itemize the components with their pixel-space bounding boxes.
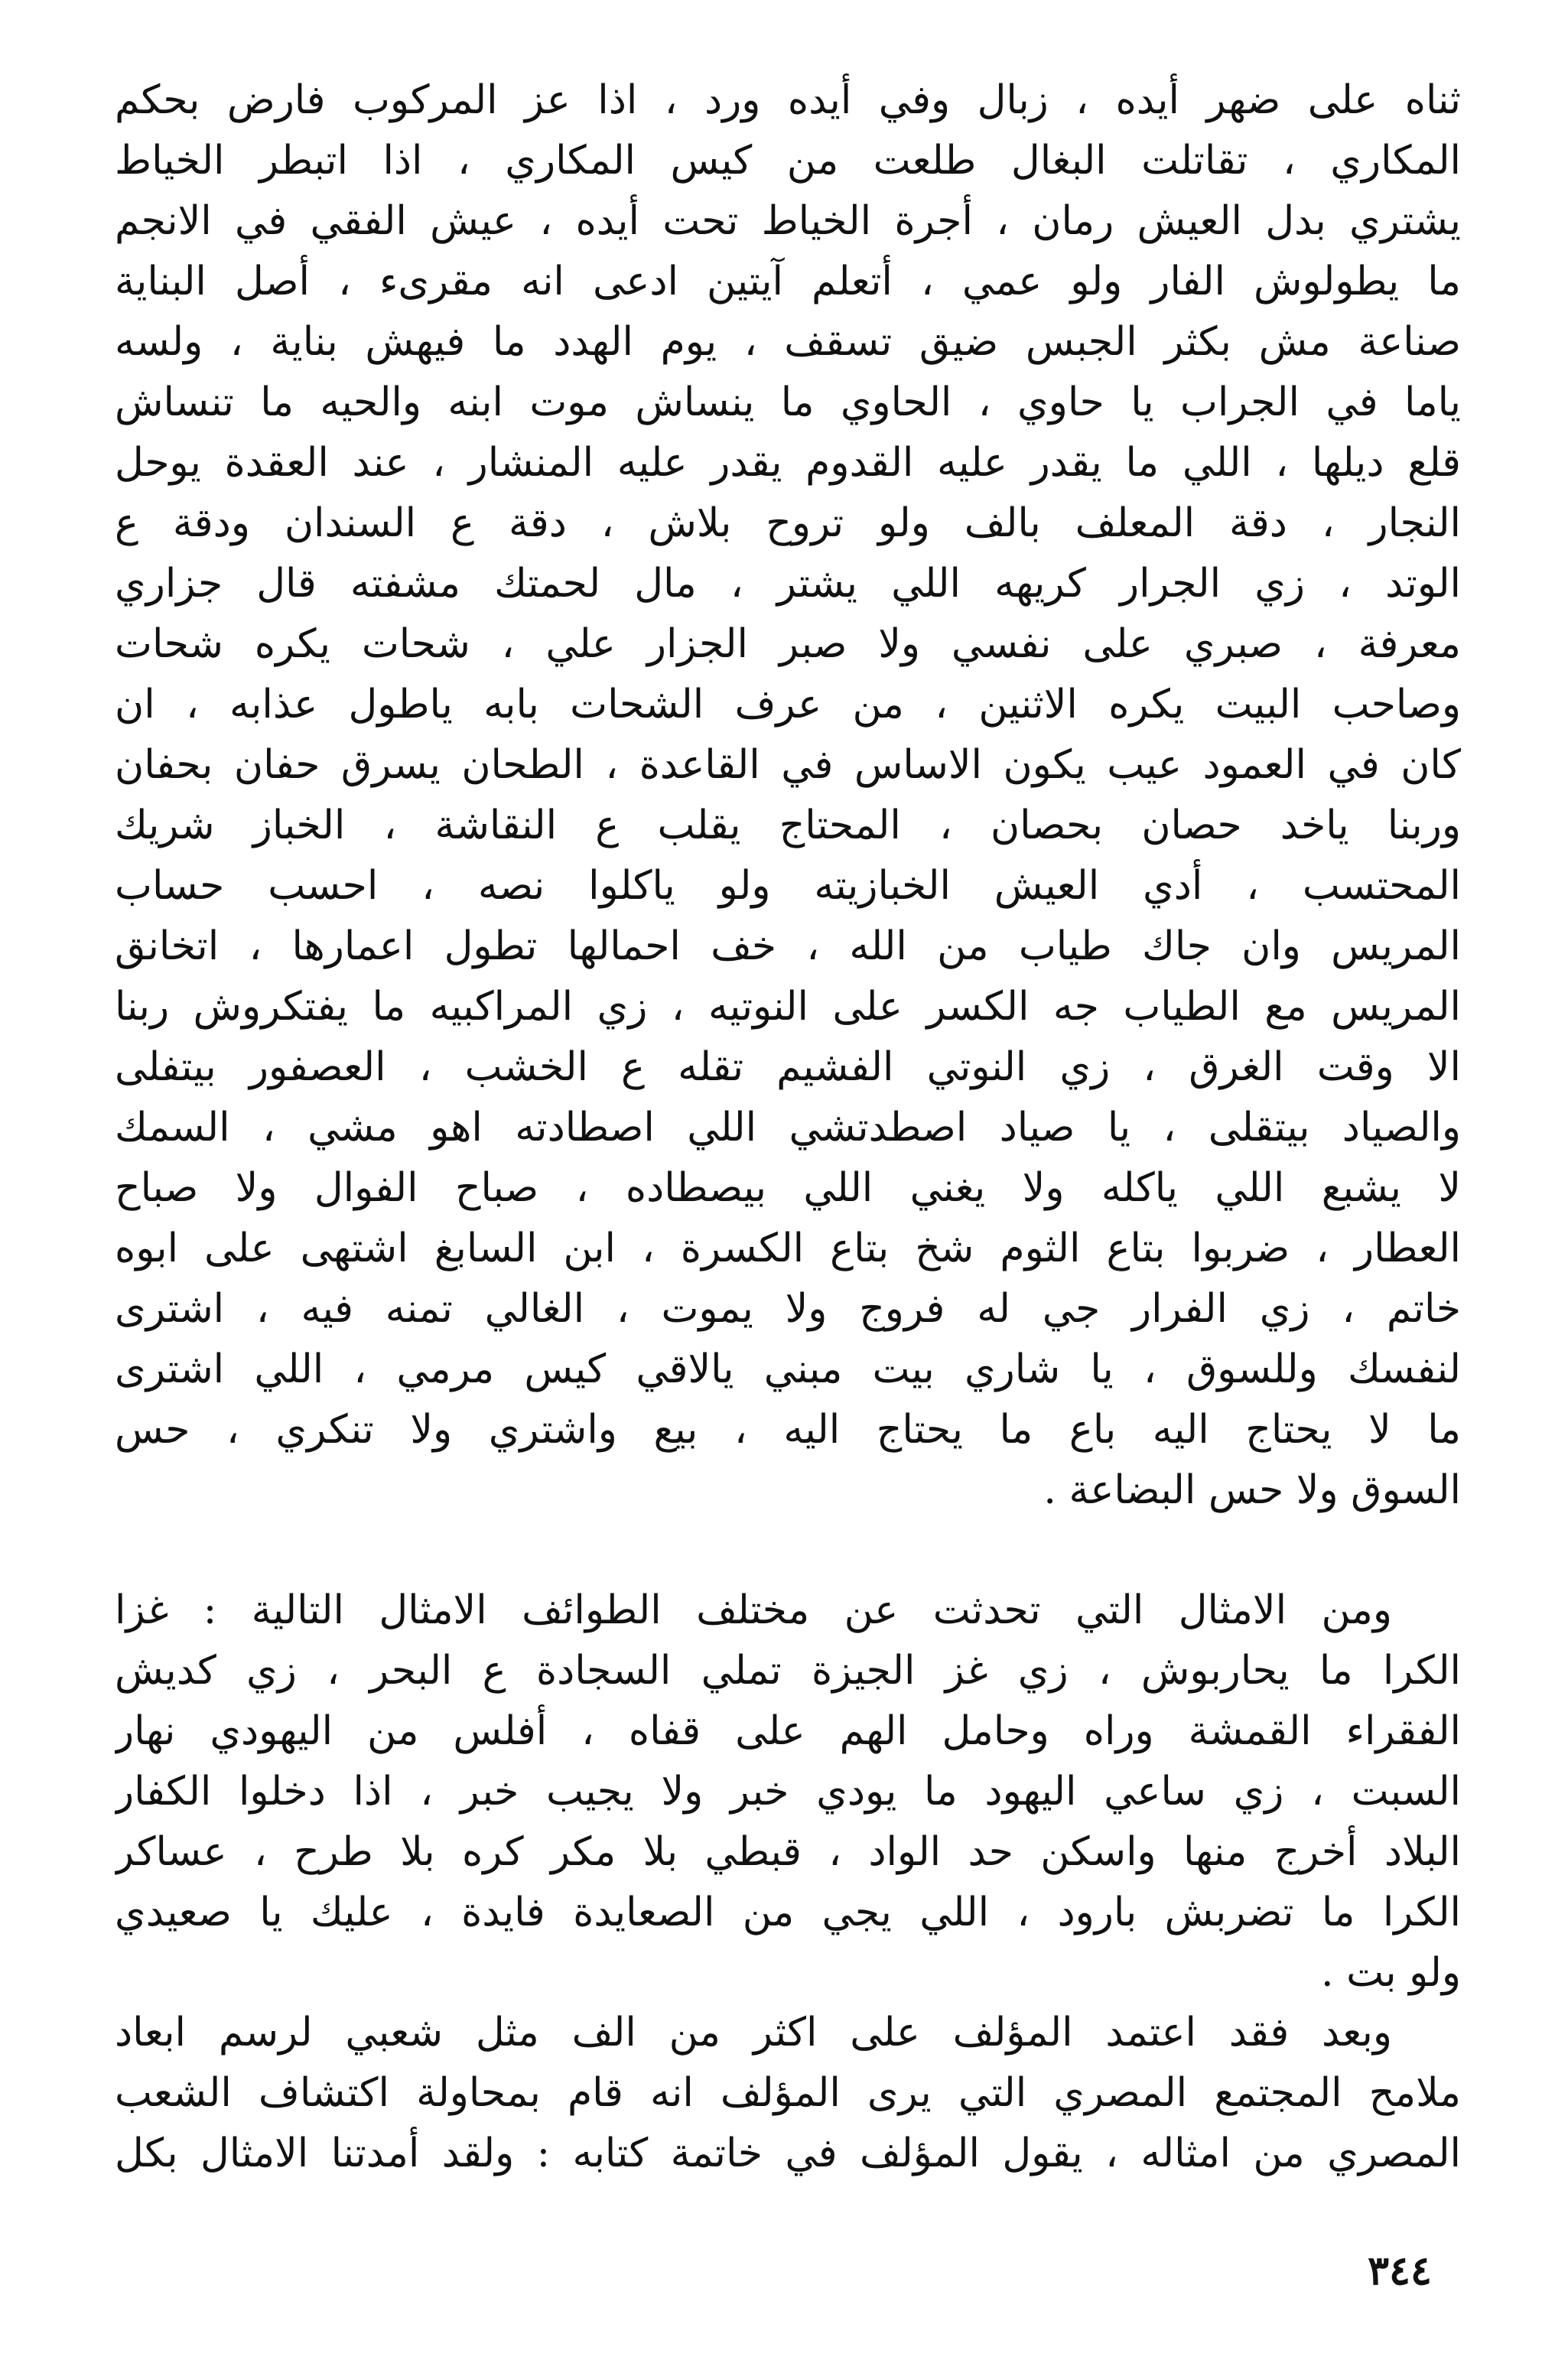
text-line: الا وقت الغرق ، زي النوتي الفشيم تقله ع الخشب ، العصفور بيتفلى [115, 1044, 1461, 1090]
text-line: لا يشبع اللي ياكله ولا يغني اللي بيصطاده ، صباح الفوال ولا صباح [115, 1165, 1461, 1211]
text-line: والصياد بيتقلى ، يا صياد اصطدتشي اللي اصطادته اهو مشي ، السمك [115, 1105, 1461, 1151]
text-line: ولو بت . [1321, 1950, 1461, 1996]
text-line: المريس وان جاك طياب من الله ، خف احمالها تطول اعمارها ، اتخانق [115, 923, 1461, 969]
text-line: الوتد ، زي الجرار كريهه اللي يشتر ، مال لحمتك مشفته قال جزاري [115, 561, 1461, 607]
text-line: وبعد فقد اعتمد المؤلف على اكثر من الف مثل شعبي لرسم ابعاد [115, 2010, 1392, 2056]
text-line: ما لا يحتاج اليه باع ما يحتاج اليه ، بيع واشتري ولا تنكري ، حس [115, 1407, 1461, 1453]
text-line: خاتم ، زي الفرار جي له فروج ولا يموت ، الغالي تمنه فيه ، اشترى [115, 1286, 1461, 1332]
text-line: وربنا ياخد حصان بحصان ، المحتاج يقلب ع النقاشة ، الخباز شريك [115, 802, 1461, 848]
text-line: يشتري بدل العيش رمان ، أجرة الخياط تحت أيده ، عيش الفقي في الانجم [115, 198, 1461, 244]
text-line: السبت ، زي ساعي اليهود ما يودي خبر ولا يجيب خبر ، اذا دخلوا الكفار [115, 1769, 1461, 1815]
text-line: المحتسب ، أدي العيش الخبازيته ولو ياكلوا نصه ، احسب حساب [115, 863, 1461, 909]
text-line: المريس مع الطياب جه الكسر على النوتيه ، زي المراكبيه ما يفتكروش ربنا [115, 984, 1461, 1030]
text-line: المكاري ، تقاتلت البغال طلعت من كيس المكاري ، اذا اتبطر الخياط [115, 138, 1461, 184]
paragraph-1 [115, 70, 1461, 1521]
text-line: ملامح المجتمع المصري التي يرى المؤلف انه قام بمحاولة اكتشاف الشعب [115, 2070, 1461, 2116]
text-line: البلاد أخرج منها واسكن حد الواد ، قبطي بلا مكر كره بلا طرح ، عساكر [115, 1829, 1461, 1875]
text-line: ما يطولوش الفار ولو عمي ، أتعلم آيتين ادعى انه مقرىء ، أصل البناية [115, 259, 1461, 304]
paragraph-3 [115, 2003, 1461, 2184]
text-line: الكرا ما يحاربوش ، زي غز الجيزة تملي السجادة ع البحر ، زي كديش [115, 1648, 1461, 1694]
text-line: النجار ، دقة المعلف بالف ولو تروح بلاش ، دقة ع السندان ودقة ع [115, 500, 1461, 546]
text-line: وصاحب البيت يكره الاثنين ، من عرف الشحات بابه ياطول عذابه ، ان [115, 682, 1461, 728]
text-line: الكرا ما تضربش بارود ، اللي يجي من الصعايدة فايدة ، عليك يا صعيدي [115, 1890, 1461, 1935]
text-line: لنفسك وللسوق ، يا شاري بيت مبني يالاقي كيس مرمي ، اللي اشترى [115, 1346, 1461, 1392]
page-number: ٣٤٤ [1368, 2248, 1432, 2294]
text-line: صناعة مش بكثر الجبس ضيق تسقف ، يوم الهدد ما فيهش بناية ، ولسه [115, 319, 1461, 365]
text-line: الفقراء القمشة وراه وحامل الهم على قفاه ، أفلس من اليهودي نهار [115, 1708, 1461, 1754]
text-line: ومن الامثال التي تحدثت عن مختلف الطوائف الامثال التالية : غزا [115, 1587, 1392, 1633]
paragraph-2 [115, 1580, 1461, 2004]
text-line: قلع ديلها ، اللي ما يقدر عليه القدوم يقدر عليه المنشار ، عند العقدة يوحل [115, 440, 1461, 486]
text-line: معرفة ، صبري على نفسي ولا صبر الجزار علي ، شحات يكره شحات [115, 621, 1461, 667]
text-line: السوق ولا حس البضاعة . [1043, 1467, 1461, 1513]
text-line: المصري من امثاله ، يقول المؤلف في خاتمة كتابه : ولقد أمدتنا الامثال بكل [115, 2130, 1461, 2176]
text-line: ياما في الجراب يا حاوي ، الحاوي ما ينساش موت ابنه والحيه ما تنساش [115, 379, 1461, 425]
text-line: العطار ، ضربوا بتاع الثوم شخ بتاع الكسرة ، ابن السابغ اشتهى على ابوه [115, 1226, 1461, 1271]
text-line: ثناه على ضهر أيده ، زبال وفي أيده ورد ، اذا عز المركوب فارض بحكم [115, 77, 1461, 123]
text-line: كان في العمود عيب يكون الاساس في القاعدة ، الطحان يسرق حفان بحفان [115, 742, 1461, 788]
